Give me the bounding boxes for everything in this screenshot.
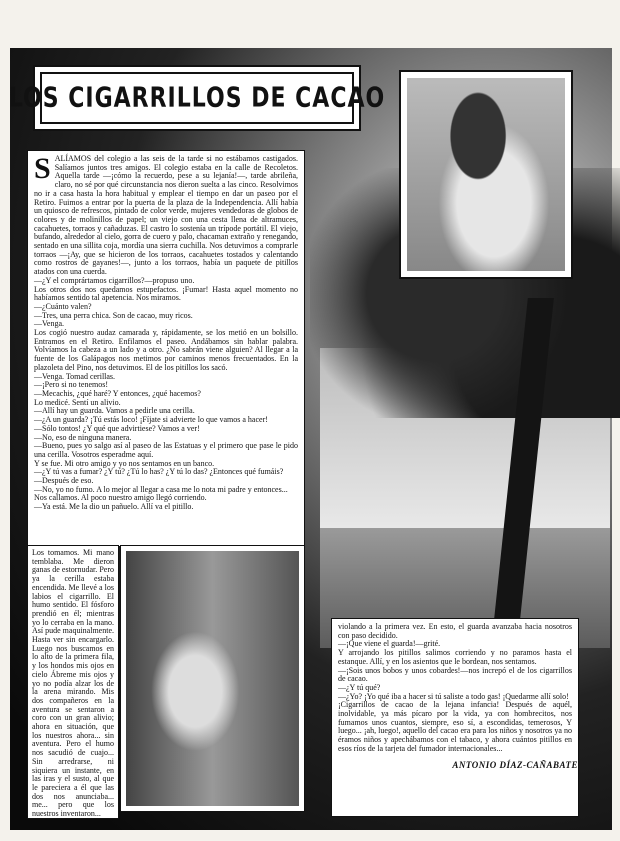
main-paragraph: ALÍAMOS del colegio a las seis de la tarde si no estábamos castigados. Salíamos juntos tres amigos. El colegio estaba en la calle de Recoletos. Aquella tarde —¡cómo la recuerdo, pese a su lejanía!—, tarde abrileña, claro, no sé por qué circunstancia nos dieron suelta a las cinco. Resolvimos no ir a casa hasta la hora habitual y emplear el tiempo en dar un paseo por el Retiro. Fuimos a entrar por la puerta de la plaza de la Independencia. Allí había un quiosco de refrescos, pintado de color verde, mujeres vendedoras de globos de colores y de molinillos de papel; un viejo con una cesta llena de altramuces, cacahuetes, torraos y cañaduzas. El castro lo sostenía un trípode portátil. El viejo, bufando, alrededor al cielo, gorra de cuero y palo, chacaman extraño y renegando, sentado en una sillita coja, mordía una sierra cuchilla. Nos detuvimos a comprarle torraos —¡Ay, que se hicieron de los torraos, cacahuetes tostados y calentando como rostros de gayanes!—, junto a los torraos, había un paquete de pitillos atados con una cuerda. xyxy=(34,154,298,277)
title-box xyxy=(8,72,386,124)
main-text-column xyxy=(28,151,304,516)
left-text-strip xyxy=(27,545,119,819)
left-strip-text: Los tomamos. Mi mano temblaba. Me dieron ganas de estornudar. Pero ya la cerilla estaba encendida. Me llevé a los labios el cigarrillo. El humo sentido. El fósforo prendió en él; mientras yo lo cerraba en la mano. Así pude maquinalmente. Hasta ver sin encargarlo. Luego nos buscamos en lo alto de la primera fila, y los hondos mis ojos en cielo Ábreme mis ojos y yo no podía alzar los de la arena mirando. Mis dos compañeros en la aventura se sentaron a coro con un gran alivio; ahora en situación, que los nuestros ahora... sin aventura. Pero el humo nos sacudió de cuajo... Sin arredrarse, ni siquiera un instante, en las iras y el susto, al que le pareciera a él que las dos nos anunciaba... me... pero que los nuestros inventaron... xyxy=(32,548,114,819)
main-paragraph: Nos callamos. Al poco nuestro amigo llegó corriendo. xyxy=(34,493,207,503)
right-paragraph: ¡Cigarrillos de cacao de la lejana infancia! Después de aquél, inolvidable, ya más pícaro por la vida, ya con hombrecitos, nos fumamos unos cuantos, siempre, eso sí, a escondidas, temerosos, Y luego... ¡ah, luego!, aquello del cacao era para los niños y nosotros ya no éramos niños y apechábamos con el tabaco, y ahora cuántos pitillos en esos ríos de la tarjeta del fumador internacionales... xyxy=(338,700,572,753)
main-paragraph: Y se fue. Mi otro amigo y yo nos sentamos en un banco. xyxy=(34,458,215,468)
child-photo-inset xyxy=(399,70,573,279)
right-paragraph: —¡Que viene el guarda!—grité. xyxy=(338,639,441,649)
right-text-column xyxy=(332,619,578,758)
main-paragraph: —No, eso de ninguna manera. xyxy=(34,432,132,442)
main-paragraph: Los otros dos nos quedamos estupefactos. ¡Fumar! Hasta aquel momento no habíamos sentido tal apetencia. Nos miramos. xyxy=(34,284,298,303)
main-paragraph: —¿Y el comprártamos cigarrillos?—propuso uno. xyxy=(34,275,195,285)
main-paragraph: Lo medicé. Sentí un alivio. xyxy=(34,397,121,407)
right-paragraph: —¡Sois unos bobos y unos cobardes!—nos increpó el de los cigarrillos de cacao. xyxy=(338,665,572,684)
main-paragraph: —¡Pero si no tenemos! xyxy=(34,380,108,390)
main-paragraph: —No, yo no fumo. A lo mejor al llegar a casa me lo nota mi padre y entonces... xyxy=(34,484,288,494)
child-photo xyxy=(407,78,565,271)
main-paragraph: —Venga. xyxy=(34,319,64,329)
dropcap: S xyxy=(34,152,51,185)
main-paragraph: —Ya está. Me la dio un pañuelo. Allí va el pitillo. xyxy=(34,502,194,512)
main-paragraph: —¿A un guarda? ¡Tú estás loco! ¡Fíjate si advierte lo que vamos a hacer! xyxy=(34,415,268,425)
main-paragraph: —¿Cuánto valen? xyxy=(34,301,92,311)
main-paragraph: —Tres, una perra chica. Son de cacao, muy ricos. xyxy=(34,310,193,320)
main-paragraph: —Bueno, pues yo salgo así al paseo de las Estatuas y el primero que pase le pido una cerilla. Vosotros esperadme aquí. xyxy=(34,441,298,459)
main-paragraph: —Allí hay un guarda. Vamos a pedirle una cerilla. xyxy=(34,406,195,416)
main-text-box xyxy=(27,150,305,547)
main-paragraph: —Venga. Tomad cerillas. xyxy=(34,371,116,381)
article-title: LOS CIGARRILLOS DE CACAO xyxy=(8,82,386,114)
author-signature: ANTONIO DÍAZ-CAÑABATE xyxy=(452,759,578,770)
main-paragraph: —Mecachis, ¿qué haré? Y entonces, ¿qué hacemos? xyxy=(34,388,201,398)
right-paragraph: violando a la primera vez. En esto, el guarda avanzaba hacia nosotros con paso decidido. xyxy=(338,622,572,640)
right-paragraph: Y arrojando los pitillos salimos corriendo y no paramos hasta el estanque. Allí, y en los asientos que le bordean, nos sentamos. xyxy=(338,648,572,666)
boy-photo xyxy=(126,551,299,806)
main-paragraph: Los cogió nuestro audaz camarada y, rápidamente, se los metió en un bolsillo. Entramos en el Retiro. Enfilamos el paseo. Andábamos sin hablar palabra. Volvíamos la cabeza a un lado y a otro. ¿No sabrán viene alguien? Al llegar a la fuente de los Galápagos nos metimos por caminos menos frecuentados. En la plazoleta del Pino, nos detuvimos. El de los pitillos los sacó. xyxy=(34,328,298,372)
right-text-box xyxy=(331,618,579,817)
main-paragraph: —Después de eso. xyxy=(34,476,94,486)
main-paragraph: —¿Y tú vas a fumar? ¿Y tú? ¿Tú lo has? ¿Y tú lo das? ¿Entonces qué fumáis? xyxy=(34,467,284,477)
right-paragraph: —¿Y tú qué? xyxy=(338,682,381,692)
main-paragraph: —Sólo tontos! ¿Y qué que advirtiese? Vamos a ver! xyxy=(34,423,200,433)
boy-photo-inset xyxy=(120,545,305,812)
right-paragraph: —¿Yo? ¡Yo qué iba a hacer si tú saliste a todo gas! ¡Quedarme allí solo! xyxy=(338,691,569,701)
